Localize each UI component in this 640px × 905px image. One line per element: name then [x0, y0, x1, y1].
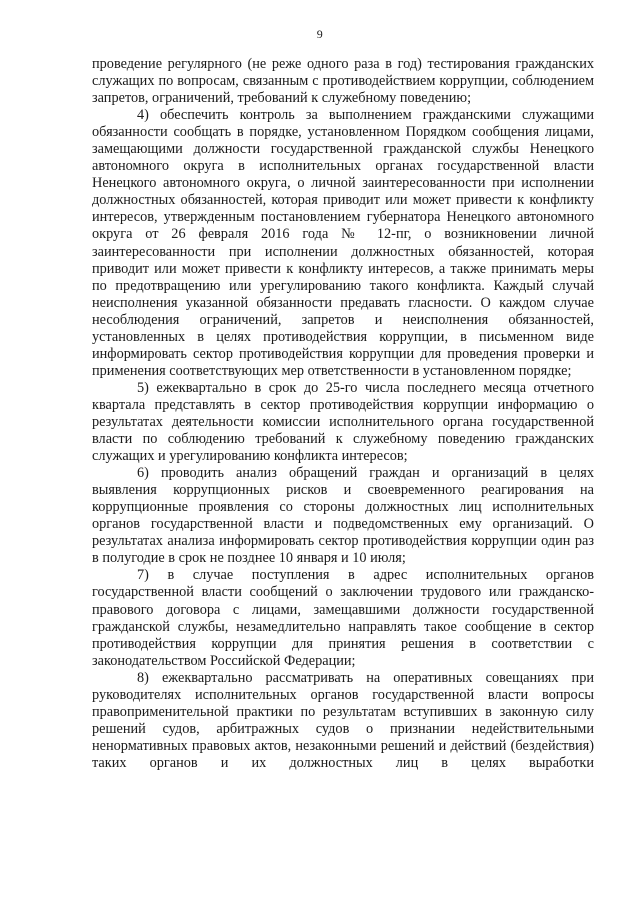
paragraph-item-6: 6) проводить анализ обращений граждан и организаций в целях выявления коррупционных рисков и своевременного реагирования на коррупционные проявления со стороны должностных лиц исполнительных органов государственной власти и подведомственных ему организаций. О результатах анализа информировать сектор противодействия коррупции один раз в полугодие в срок не позднее 10 января и 10 июля;: [92, 465, 594, 567]
page-number: 9: [316, 27, 324, 41]
paragraph-item-8: 8) ежеквартально рассматривать на оперативных совещаниях при руководителях исполнительных органов государственной власти вопросы правоприменительной практики по результатам вступивших в законную силу решений судов, арбитражных судов о признании недействительными ненормативных правовых актов, незаконными решений и действий (бездействия) таких органов и их должностных лиц в целях выработки: [92, 669, 594, 771]
document-body: [92, 56, 594, 772]
paragraph-item-5: 5) ежеквартально в срок до 25-го числа последнего месяца отчетного квартала представлять в сектор противодействия коррупции информацию о результатах деятельности комиссии исполнительного органа государственной власти по соблюдению требований к служебному поведению гражданских служащих и урегулированию конфликта интересов;: [92, 379, 594, 465]
paragraph-item-3-continuation: проведение регулярного (не реже одного раза в год) тестирования гражданских служащих по вопросам, связанным с противодействием коррупции, соблюдением запретов, ограничений, требований к служебному поведению;: [92, 56, 594, 107]
paragraph-item-7: 7) в случае поступления в адрес исполнительных органов государственной власти сообщений о заключении трудового или гражданско-правового договора с лицами, замещавшими должности государственной гражданской службы, незамедлительно направлять такое сообщение в сектор противодействия коррупции для принятия решения в соответствии с законодательством Российской Федерации;: [92, 567, 594, 669]
paragraph-item-4: 4) обеспечить контроль за выполнением гражданскими служащими обязанности сообщать в порядке, установленном Порядком сообщения лицами, замещающими должности государственной гражданской службы Ненецкого автономного округа в исполнительных органах государственной власти Ненецкого автономного округа, о личной заинтересованности при исполнении должностных обязанностей, которая приводит или может привести к конфликту интересов, утвержденным постановлением губернатора Ненецкого автономного округа от 26 февраля 2016 года № 12-пг, о возникновении личной заинтересованности при исполнении должностных обязанностей, которая приводит или может привести к конфликту интересов, а также принимать меры по предотвращению или урегулированию такого конфликта. Каждый случай неисполнения указанной обязанности предавать гласности. О каждом случае несоблюдения ограничений, запретов и неисполнения обязанностей, установленных в целях противодействия коррупции, в письменном виде информировать сектор противодействия коррупции для проведения проверки и применения соответствующих мер ответственности в установленном порядке;: [92, 107, 594, 379]
